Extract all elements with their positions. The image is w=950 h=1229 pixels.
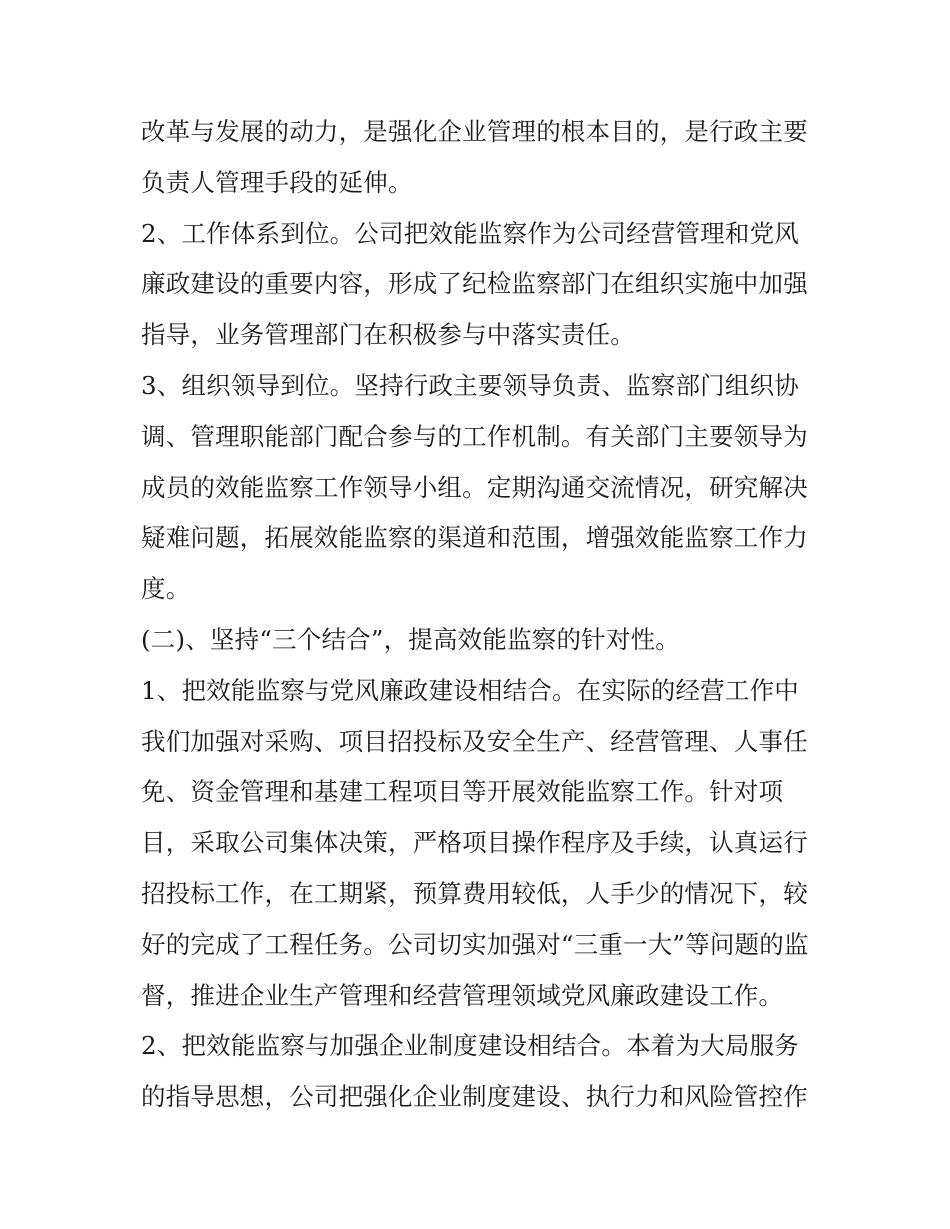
document-body [141, 107, 821, 1123]
text-line: 招投标工作，在工期紧，预算费用较低，人手少的情况下，较 [141, 878, 808, 908]
text-line: 1、把效能监察与党风廉政建设相结合。在实际的经营工作中 [141, 675, 799, 705]
text-line: 成员的效能监察工作领导小组。定期沟通交流情况，研究解决 [141, 472, 808, 502]
text-line: 好的完成了工程任务。公司切实加强对“三重一大”等问题的监 [141, 929, 809, 959]
text-line: 我们加强对采购、项目招投标及安全生产、经营管理、人事任 [141, 726, 808, 756]
text-line: 廉政建设的重要内容，形成了纪检监察部门在组织实施中加强 [141, 269, 808, 299]
text-line: 3、组织领导到位。坚持行政主要领导负责、监察部门组织协 [141, 370, 799, 400]
text-line: 免、资金管理和基建工程项目等开展效能监察工作。针对项 [141, 777, 784, 807]
text-line: 2、把效能监察与加强企业制度建设相结合。本着为大局服务 [141, 1031, 799, 1061]
text-line: 疑难问题，拓展效能监察的渠道和范围，增强效能监察工作力 [141, 523, 808, 553]
text-line: 改革与发展的动力，是强化企业管理的根本目的，是行政主要 [141, 117, 808, 146]
text-line: 调、管理职能部门配合参与的工作机制。有关部门主要领导为 [141, 421, 808, 451]
text-line: 目，采取公司集体决策，严格项目操作程序及手续，认真运行 [141, 828, 808, 858]
text-line: 指导，业务管理部门在积极参与中落实责任。 [141, 320, 635, 350]
text-line: 度。 [141, 574, 191, 604]
text-line: 负责人管理手段的延伸。 [141, 167, 413, 197]
text-line: 2、工作体系到位。公司把效能监察作为公司经营管理和党风 [141, 218, 799, 248]
text-line: 督，推进企业生产管理和经营管理领域党风廉政建设工作。 [141, 980, 784, 1010]
section-heading: (二)、坚持“三个结合”，提高效能监察的针对性。 [141, 624, 680, 654]
text-line: 的指导思想，公司把强化企业制度建设、执行力和风险管控作 [141, 1082, 808, 1112]
